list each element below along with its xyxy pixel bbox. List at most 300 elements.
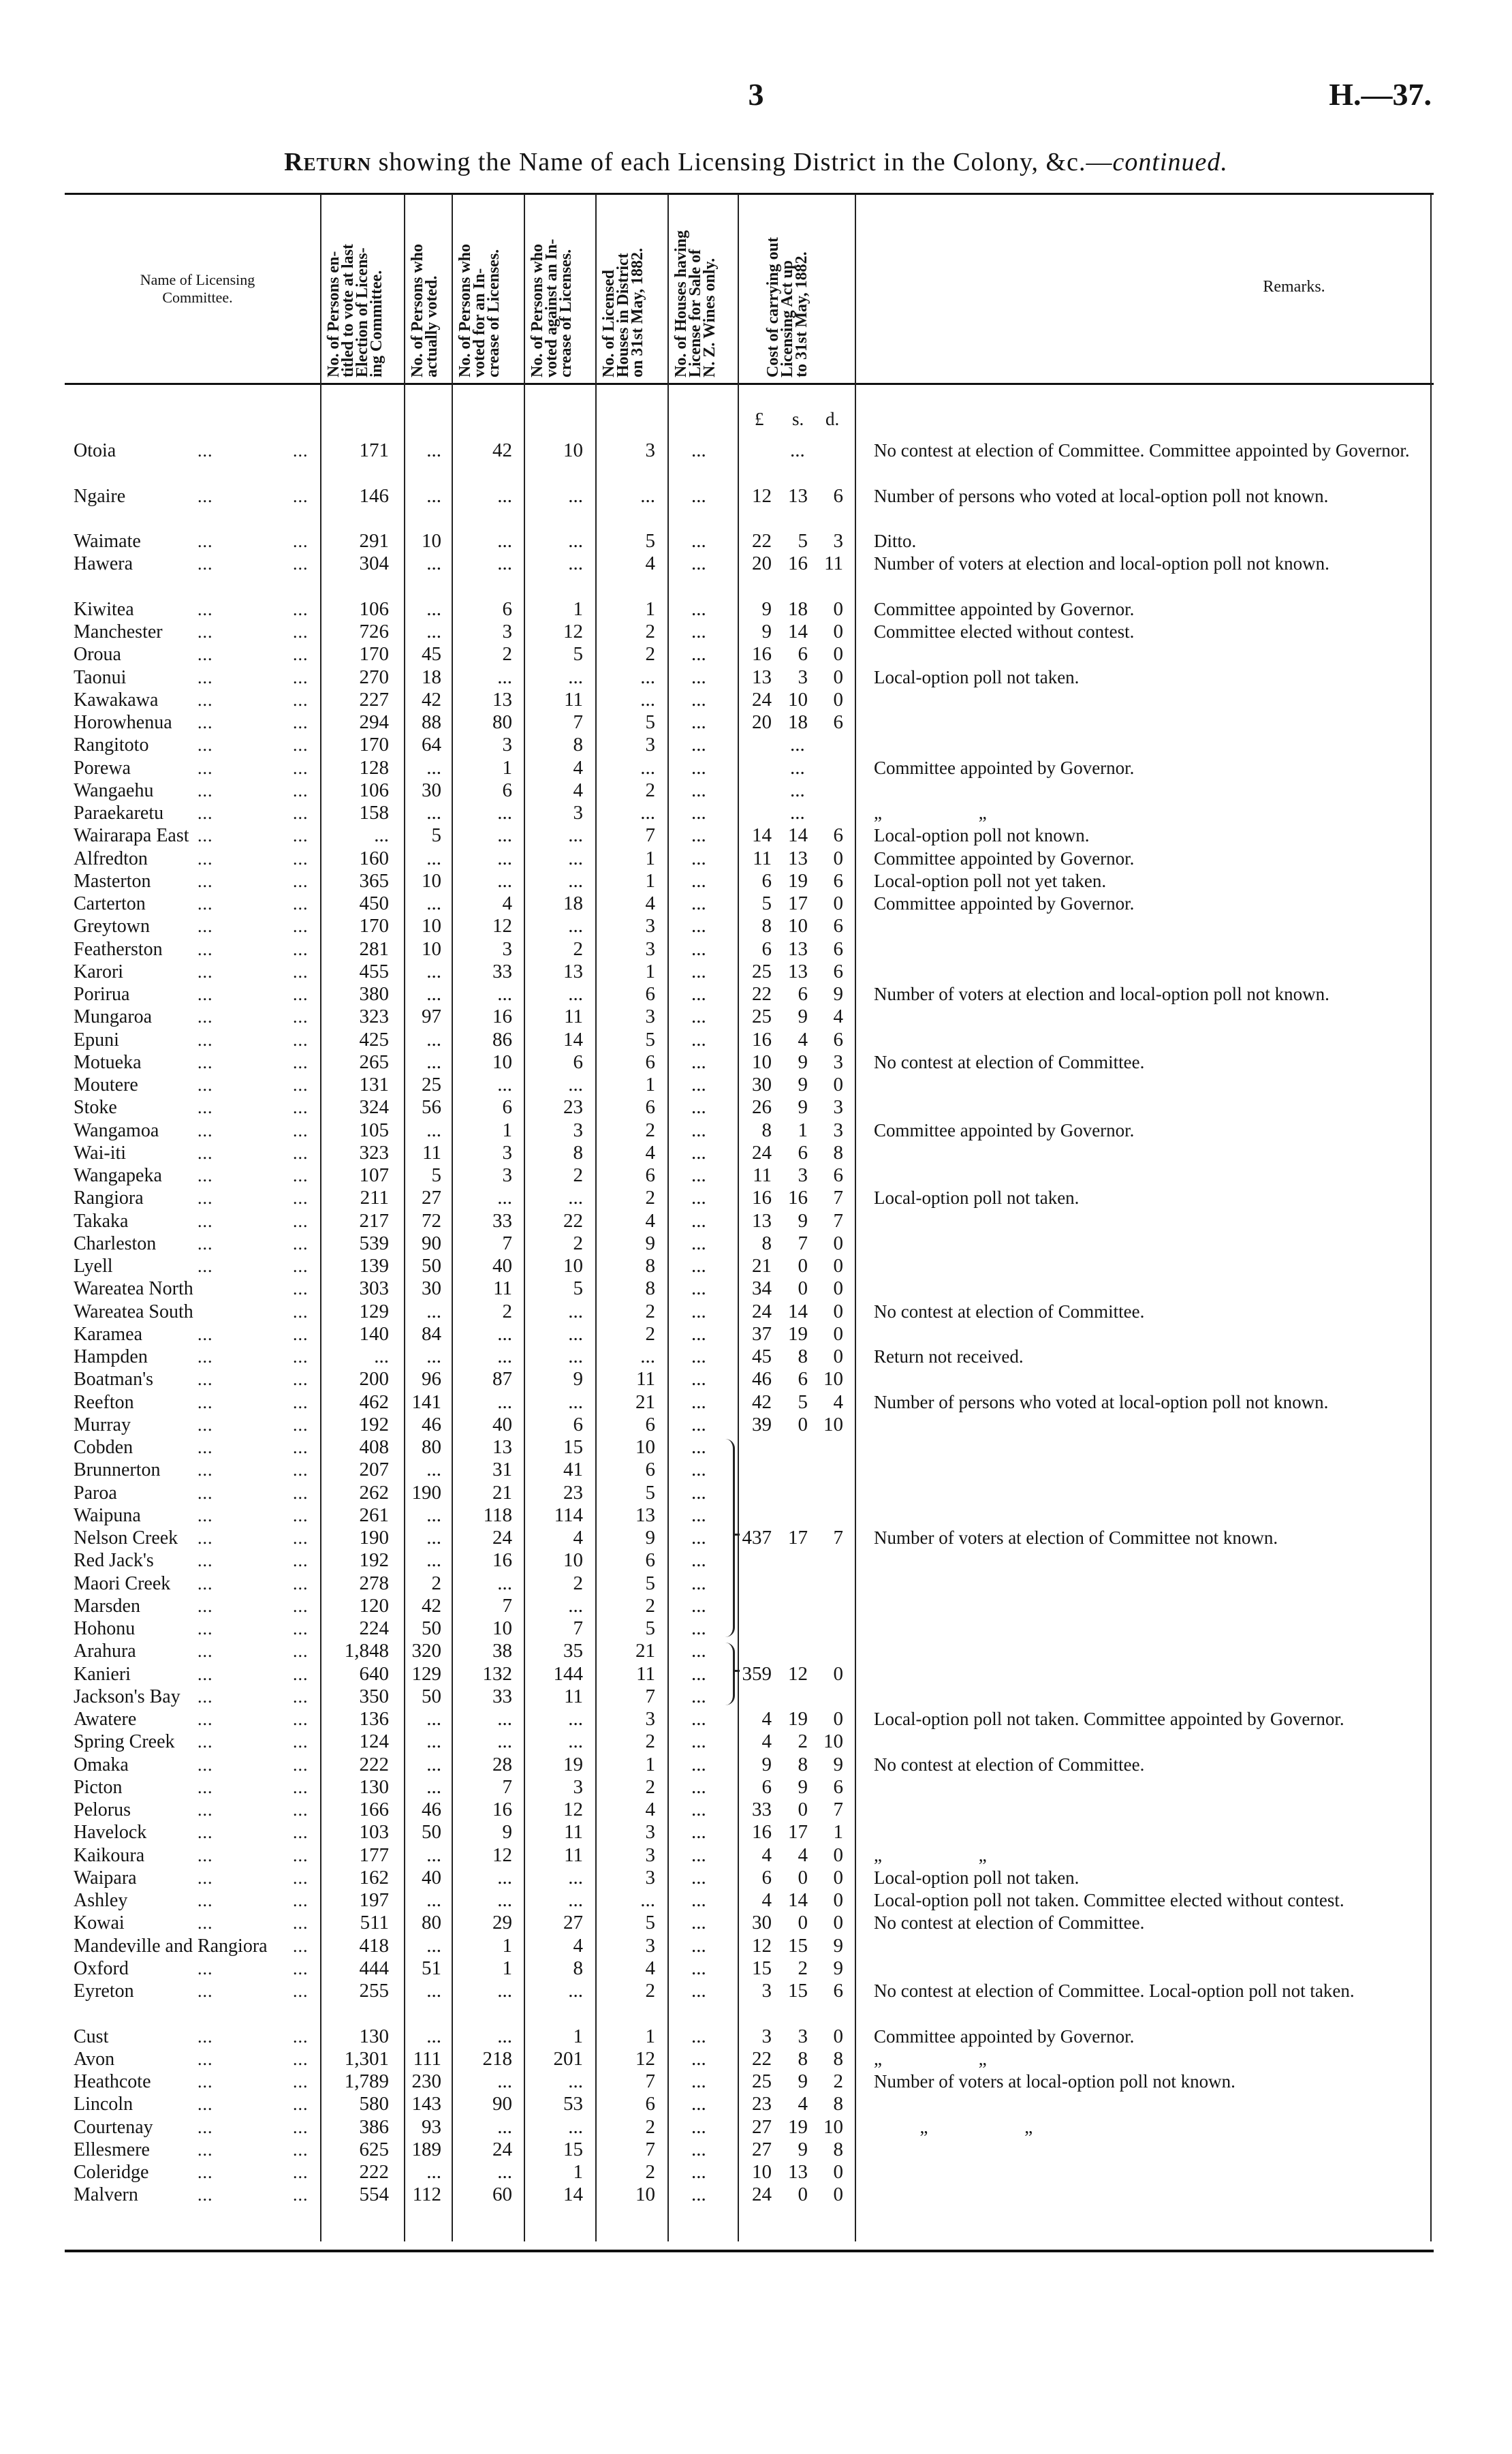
value-col-5: 2 xyxy=(645,1730,655,1753)
value-col-2: 56 xyxy=(422,1096,441,1119)
value-col-5: 2 xyxy=(645,779,655,801)
value-col-1: 227 xyxy=(359,688,389,711)
committee-name: Horowhenua xyxy=(74,712,172,733)
value-col-5: 8 xyxy=(645,1277,655,1300)
value-col-3: ... xyxy=(497,530,512,552)
cost-pence: 4 xyxy=(833,1391,843,1413)
value-col-3: ... xyxy=(497,2115,512,2138)
value-col-3: 10 xyxy=(492,1051,512,1073)
value-col-3: 6 xyxy=(502,1096,512,1119)
value-col-2: ... xyxy=(426,983,441,1005)
cost-pence: 0 xyxy=(833,1708,843,1730)
value-col-4: 4 xyxy=(573,779,583,801)
cost-shillings: 17 xyxy=(788,892,808,914)
committee-name: Motueka xyxy=(74,1051,142,1073)
value-col-5: 6 xyxy=(645,1549,655,1572)
value-col-5: ... xyxy=(640,688,655,711)
header-line: Licensing Act up xyxy=(778,260,796,377)
value-col-4: 4 xyxy=(573,756,583,779)
table-row xyxy=(0,1708,1512,1730)
value-col-6: ... xyxy=(691,1141,706,1164)
page-number: 3 xyxy=(748,77,764,112)
leader-dots: ... xyxy=(293,1551,309,1571)
cost-shillings: 10 xyxy=(788,688,808,711)
table-row xyxy=(0,1686,1512,1708)
value-col-3: ... xyxy=(497,2025,512,2047)
value-col-5: 1 xyxy=(645,847,655,869)
header-column-1 xyxy=(327,199,384,377)
value-col-2: ... xyxy=(426,2025,441,2047)
committee-name: Kaikoura xyxy=(74,1844,145,1866)
value-col-4: 15 xyxy=(563,2138,583,2160)
cost-shillings: 17 xyxy=(788,1821,808,1844)
cost-pounds: 6 xyxy=(761,1775,772,1798)
value-col-6: ... xyxy=(691,1889,706,1911)
table-row xyxy=(0,802,1512,824)
value-col-2: 5 xyxy=(431,824,441,847)
table-row xyxy=(0,1595,1512,1617)
leader-dots: ... xyxy=(293,758,309,778)
value-col-4: 3 xyxy=(573,802,583,824)
table-row xyxy=(0,1572,1512,1595)
leader-dots: ... xyxy=(293,1664,309,1684)
value-col-5: 3 xyxy=(645,1821,655,1844)
leader-dots: ... xyxy=(293,1891,309,1910)
value-col-1: 192 xyxy=(359,1413,389,1435)
cost-shillings: 14 xyxy=(788,824,808,847)
value-col-1: 455 xyxy=(359,960,389,982)
cost-shillings: 14 xyxy=(788,621,808,642)
committee-name: Paroa xyxy=(74,1482,117,1504)
remark: Number of voters at election and local-option poll not known. xyxy=(874,984,1329,1004)
cost-pence: 0 xyxy=(833,1074,843,1096)
leader-dots: ... xyxy=(198,871,213,891)
committee-name: Taonui xyxy=(74,666,127,688)
value-col-4: 53 xyxy=(563,2093,583,2115)
committee-name: Malvern xyxy=(74,2184,138,2206)
committee-name: Omaka xyxy=(74,1754,129,1775)
value-col-6: ... xyxy=(691,802,706,824)
cost-pounds: 27 xyxy=(752,2115,772,2138)
cost-pounds: 23 xyxy=(752,2093,772,2115)
table-row xyxy=(0,1391,1512,1414)
leader-dots: ... xyxy=(198,1233,213,1254)
value-col-4: 14 xyxy=(563,2184,583,2206)
leader-dots: ... xyxy=(198,1098,213,1118)
table-row xyxy=(0,1142,1512,1164)
value-col-5: 2 xyxy=(645,1322,655,1345)
remark: No contest at election of Committee. xyxy=(874,1051,1145,1072)
leader-dots: ... xyxy=(293,984,309,1004)
value-col-5: 5 xyxy=(645,711,655,733)
cost-pence: 9 xyxy=(833,983,843,1005)
cost-shillings: 2 xyxy=(798,1957,808,1979)
cost-shillings: 6 xyxy=(798,983,808,1005)
value-col-5: 2 xyxy=(645,1775,655,1798)
value-col-2: 42 xyxy=(422,688,441,711)
committee-name: Moutere xyxy=(74,1074,138,1096)
header-column-6 xyxy=(674,199,717,377)
committee-name: Ngaire xyxy=(74,485,126,507)
cost-pence: 10 xyxy=(823,1730,843,1753)
committee-name: Alfredton xyxy=(74,848,148,869)
value-col-4: ... xyxy=(568,915,583,937)
value-col-4: ... xyxy=(568,2070,583,2092)
committee-name: Hawera xyxy=(74,553,133,575)
committee-name: Havelock xyxy=(74,1822,147,1844)
value-col-4: 11 xyxy=(564,1821,583,1844)
table-row xyxy=(0,2139,1512,2161)
cost-shillings: 0 xyxy=(798,1413,808,1435)
leader-dots: ... xyxy=(293,1007,309,1027)
leader-dots: ... xyxy=(293,780,309,801)
value-col-6: ... xyxy=(691,2093,706,2115)
leader-dots: ... xyxy=(293,939,309,959)
value-col-4: 1 xyxy=(573,597,583,620)
value-col-2: 27 xyxy=(422,1187,441,1209)
leader-dots: ... xyxy=(198,1619,213,1638)
value-col-3: 7 xyxy=(502,1594,512,1617)
leader-dots: ... xyxy=(198,1596,213,1616)
leader-dots: ... xyxy=(293,1233,309,1254)
leader-dots: ... xyxy=(293,848,309,869)
value-col-3: 4 xyxy=(502,892,512,914)
value-col-2: ... xyxy=(426,1730,441,1753)
cost-shillings: 5 xyxy=(798,530,808,552)
value-col-5: 1 xyxy=(645,1074,655,1096)
value-col-2: 11 xyxy=(422,1141,441,1164)
leader-dots: ... xyxy=(293,667,309,687)
cost-pence: 6 xyxy=(833,960,843,982)
cost-pence: 6 xyxy=(833,869,843,892)
leader-dots: ... xyxy=(293,1438,309,1457)
value-col-5: 5 xyxy=(645,1572,655,1594)
value-col-5: 7 xyxy=(645,824,655,847)
value-col-2: ... xyxy=(426,1708,441,1730)
cost-shillings: 16 xyxy=(788,1187,808,1209)
value-col-3: 31 xyxy=(492,1459,512,1481)
header-line: on 31st May, 1882. xyxy=(629,247,646,377)
committee-name: Otoia xyxy=(74,440,116,461)
value-col-6: ... xyxy=(691,1730,706,1753)
value-col-3: 28 xyxy=(492,1753,512,1775)
group-cost-shillings: 12 xyxy=(788,1662,808,1685)
value-col-6: ... xyxy=(691,1006,706,1028)
cost-pence: 6 xyxy=(833,915,843,937)
header-column-2 xyxy=(411,199,439,377)
value-col-1: 323 xyxy=(359,1141,389,1164)
value-col-1: 136 xyxy=(359,1708,389,1730)
value-col-6: ... xyxy=(691,1436,706,1458)
cost-shillings: 1 xyxy=(798,1119,808,1141)
table-row xyxy=(0,1776,1512,1799)
value-col-6: ... xyxy=(691,2070,706,2092)
leader-dots: ... xyxy=(293,1822,309,1843)
cost-shillings: 3 xyxy=(798,2025,808,2047)
header-line: Election of Licens- xyxy=(353,247,371,377)
committee-name: Cobden xyxy=(74,1437,133,1458)
leader-dots: ... xyxy=(198,1958,213,1978)
value-col-6: ... xyxy=(691,1232,706,1254)
value-col-2: 10 xyxy=(422,915,441,937)
value-col-1: 380 xyxy=(359,983,389,1005)
value-col-3: ... xyxy=(497,869,512,892)
cost-pounds: 45 xyxy=(752,1346,772,1367)
value-col-2: ... xyxy=(426,484,441,507)
table-row xyxy=(0,1255,1512,1277)
value-col-6: ... xyxy=(691,1594,706,1617)
remark: „ „ xyxy=(874,803,987,823)
table-row xyxy=(0,1504,1512,1527)
cost-pence: 6 xyxy=(833,484,843,507)
remark: Committee appointed by Governor. xyxy=(874,848,1135,869)
value-col-2: ... xyxy=(426,1051,441,1073)
cost-pence: 8 xyxy=(833,2093,843,2115)
value-col-6: ... xyxy=(691,2138,706,2160)
header-line: Committee. xyxy=(162,289,233,306)
value-col-2: 93 xyxy=(422,2115,441,2138)
value-col-5: 10 xyxy=(635,1436,655,1458)
value-col-1: 222 xyxy=(359,2161,389,2183)
committee-name: Kowai xyxy=(74,1912,125,1934)
cost-shillings: 19 xyxy=(788,2115,808,2138)
committee-name: Murray xyxy=(74,1414,131,1435)
cost-shillings: 0 xyxy=(798,1277,808,1300)
value-col-6: ... xyxy=(691,1934,706,1957)
leader-dots: ... xyxy=(198,2117,213,2137)
cost-pounds: 26 xyxy=(752,1096,772,1119)
committee-name: Kiwitea xyxy=(74,598,134,620)
table-row xyxy=(0,848,1512,870)
value-col-1: 211 xyxy=(360,1187,389,1209)
value-col-2: 90 xyxy=(422,1232,441,1254)
value-col-5: 3 xyxy=(645,1934,655,1957)
value-col-4: 7 xyxy=(573,711,583,733)
cost-shillings: 6 xyxy=(798,1368,808,1391)
leader-dots: ... xyxy=(198,531,213,551)
value-col-6: ... xyxy=(691,1662,706,1685)
value-col-4: ... xyxy=(568,1322,583,1345)
remark: No contest at election of Committee. xyxy=(874,1754,1145,1775)
value-col-2: 51 xyxy=(422,1957,441,1979)
remark: Number of voters at election and local-option poll not known. xyxy=(874,553,1329,574)
committee-name: Carterton xyxy=(74,893,146,914)
value-col-1: ... xyxy=(374,1346,389,1367)
leader-dots: ... xyxy=(293,2049,309,2069)
table-row xyxy=(0,757,1512,779)
value-col-1: 580 xyxy=(359,2093,389,2115)
value-col-5: 5 xyxy=(645,530,655,552)
cost-pounds: 25 xyxy=(752,2070,772,2092)
value-col-6: ... xyxy=(691,1866,706,1889)
value-col-2: 97 xyxy=(422,1006,441,1028)
cost-shillings: 9 xyxy=(798,1051,808,1073)
committee-name: Wairarapa East xyxy=(74,825,189,847)
leader-dots: ... xyxy=(198,1891,213,1910)
cost-pence: 0 xyxy=(833,2161,843,2183)
leader-dots: ... xyxy=(198,2139,213,2160)
value-col-6: ... xyxy=(691,597,706,620)
leader-dots: ... xyxy=(198,1981,213,2001)
cost-shillings: 0 xyxy=(798,2184,808,2206)
value-col-2: ... xyxy=(426,756,441,779)
value-col-3: 1 xyxy=(502,756,512,779)
committee-name: Red Jack's xyxy=(74,1550,154,1572)
header-name-of-committee xyxy=(82,271,313,307)
leader-dots: ... xyxy=(198,622,213,642)
value-col-2: 30 xyxy=(422,1277,441,1300)
value-col-1: 625 xyxy=(359,2138,389,2160)
value-col-3: 3 xyxy=(502,734,512,756)
cost-shillings: 9 xyxy=(798,2070,808,2092)
committee-name: Awatere xyxy=(74,1709,137,1730)
value-col-1: 207 xyxy=(359,1459,389,1481)
leader-dots: ... xyxy=(293,1754,309,1775)
value-col-3: ... xyxy=(497,1074,512,1096)
value-col-2: 46 xyxy=(422,1799,441,1820)
leader-dots: ... xyxy=(293,1279,309,1299)
leader-dots: ... xyxy=(198,894,213,914)
value-col-4: ... xyxy=(568,1391,583,1413)
value-col-4: 41 xyxy=(563,1459,583,1481)
value-col-5: ... xyxy=(640,802,655,824)
cost-pounds: 5 xyxy=(761,892,772,914)
value-col-4: 144 xyxy=(553,1662,583,1685)
value-col-1: 1,301 xyxy=(344,2047,389,2070)
leader-dots: ... xyxy=(293,1686,309,1707)
leader-dots: ... xyxy=(293,1166,309,1185)
value-col-5: 11 xyxy=(636,1662,655,1685)
committee-name: Rangitoto xyxy=(74,734,149,756)
table-row xyxy=(0,1368,1512,1391)
value-col-1: 124 xyxy=(359,1730,389,1753)
remark: Local-option poll not taken. xyxy=(874,666,1080,687)
value-col-1: 281 xyxy=(359,937,389,960)
value-col-4: ... xyxy=(568,1594,583,1617)
table-row xyxy=(0,711,1512,734)
value-col-6: ... xyxy=(691,1775,706,1798)
cost-pounds: 10 xyxy=(752,1051,772,1073)
committee-name: Coleridge xyxy=(74,2162,149,2183)
value-col-5: 5 xyxy=(645,1028,655,1051)
leader-dots: ... xyxy=(293,1777,309,1797)
cost-pounds: 37 xyxy=(752,1322,772,1345)
value-col-2: 18 xyxy=(422,666,441,688)
value-col-3: 21 xyxy=(492,1481,512,1504)
value-col-4: 3 xyxy=(573,1775,583,1798)
value-col-5: 3 xyxy=(645,1006,655,1028)
value-col-5: 10 xyxy=(635,2184,655,2206)
committee-name: Boatman's xyxy=(74,1369,154,1391)
value-col-2: 230 xyxy=(411,2070,441,2092)
committee-name: Kawakawa xyxy=(74,689,159,711)
remark: Local-option poll not known. xyxy=(874,825,1090,846)
cost-shillings: 9 xyxy=(798,2138,808,2160)
value-col-3: 11 xyxy=(493,1277,512,1300)
value-col-3: ... xyxy=(497,666,512,688)
remark: Local-option poll not taken. xyxy=(874,1187,1080,1209)
title-lead: Return xyxy=(284,148,372,176)
value-col-5: 6 xyxy=(645,1164,655,1186)
value-col-5: ... xyxy=(640,756,655,779)
leader-dots: ... xyxy=(198,848,213,869)
value-col-3: 38 xyxy=(492,1640,512,1662)
leader-dots: ... xyxy=(293,961,309,982)
table-row xyxy=(0,621,1512,643)
value-col-1: 139 xyxy=(359,1255,389,1277)
remark: „ „ xyxy=(874,2048,987,2069)
value-col-1: 103 xyxy=(359,1821,389,1844)
value-col-6: ... xyxy=(691,711,706,733)
value-col-2: ... xyxy=(426,1549,441,1572)
leader-dots: ... xyxy=(293,1528,309,1548)
value-col-2: ... xyxy=(426,1119,441,1141)
value-col-3: 29 xyxy=(492,1912,512,1934)
table-row xyxy=(0,1754,1512,1776)
leader-dots: ... xyxy=(198,2094,213,2115)
table-row xyxy=(0,1844,1512,1867)
leader-dots: ... xyxy=(198,780,213,801)
leader-dots: ... xyxy=(293,1981,309,2001)
value-col-2: 50 xyxy=(422,1255,441,1277)
value-col-3: 13 xyxy=(492,1436,512,1458)
value-col-4: 4 xyxy=(573,1527,583,1549)
value-col-4: 22 xyxy=(563,1209,583,1232)
header-line: Name of Licensing xyxy=(140,271,255,288)
value-col-5: 7 xyxy=(645,2070,655,2092)
value-col-5: 7 xyxy=(645,1685,655,1707)
value-col-1: 107 xyxy=(359,1164,389,1186)
table-row xyxy=(0,643,1512,666)
value-col-2: ... xyxy=(426,1459,441,1481)
value-col-2: 2 xyxy=(431,1572,441,1594)
committee-name: Porirua xyxy=(74,984,130,1005)
value-col-5: ... xyxy=(640,666,655,688)
leader-dots: ... xyxy=(293,1098,309,1118)
shillings-label: s. xyxy=(792,409,804,429)
committee-name: Pelorus xyxy=(74,1799,131,1820)
committee-name: Greytown xyxy=(74,916,150,937)
value-col-4: 15 xyxy=(563,1436,583,1458)
leader-dots: ... xyxy=(198,1482,213,1503)
cost-pence: 1 xyxy=(833,1821,843,1844)
table-row xyxy=(0,1051,1512,1074)
value-col-1: 197 xyxy=(359,1889,389,1911)
cost-shillings: 15 xyxy=(788,1980,808,2002)
table-row xyxy=(0,1889,1512,1912)
cost-shillings: 8 xyxy=(798,2047,808,2070)
leader-dots: ... xyxy=(198,803,213,823)
pounds-label: £ xyxy=(755,409,764,429)
committee-name: Wai-iti xyxy=(74,1142,127,1164)
value-col-6: ... xyxy=(691,915,706,937)
value-col-6: ... xyxy=(691,1255,706,1277)
value-col-3: ... xyxy=(497,802,512,824)
leader-dots: ... xyxy=(293,1732,309,1752)
cost-shillings: 2 xyxy=(798,1730,808,1753)
cost-shillings: 5 xyxy=(798,1391,808,1413)
cost-shillings: 0 xyxy=(798,1866,808,1889)
value-col-4: 1 xyxy=(573,2025,583,2047)
value-col-5: 11 xyxy=(636,1368,655,1391)
value-col-5: 21 xyxy=(635,1391,655,1413)
leader-dots: ... xyxy=(293,2162,309,2182)
committee-name: Oxford xyxy=(74,1957,129,1979)
cost-pounds: 24 xyxy=(752,688,772,711)
value-col-6: ... xyxy=(691,1527,706,1549)
committee-name: Arahura xyxy=(74,1641,136,1662)
cost-pence: 0 xyxy=(833,847,843,869)
